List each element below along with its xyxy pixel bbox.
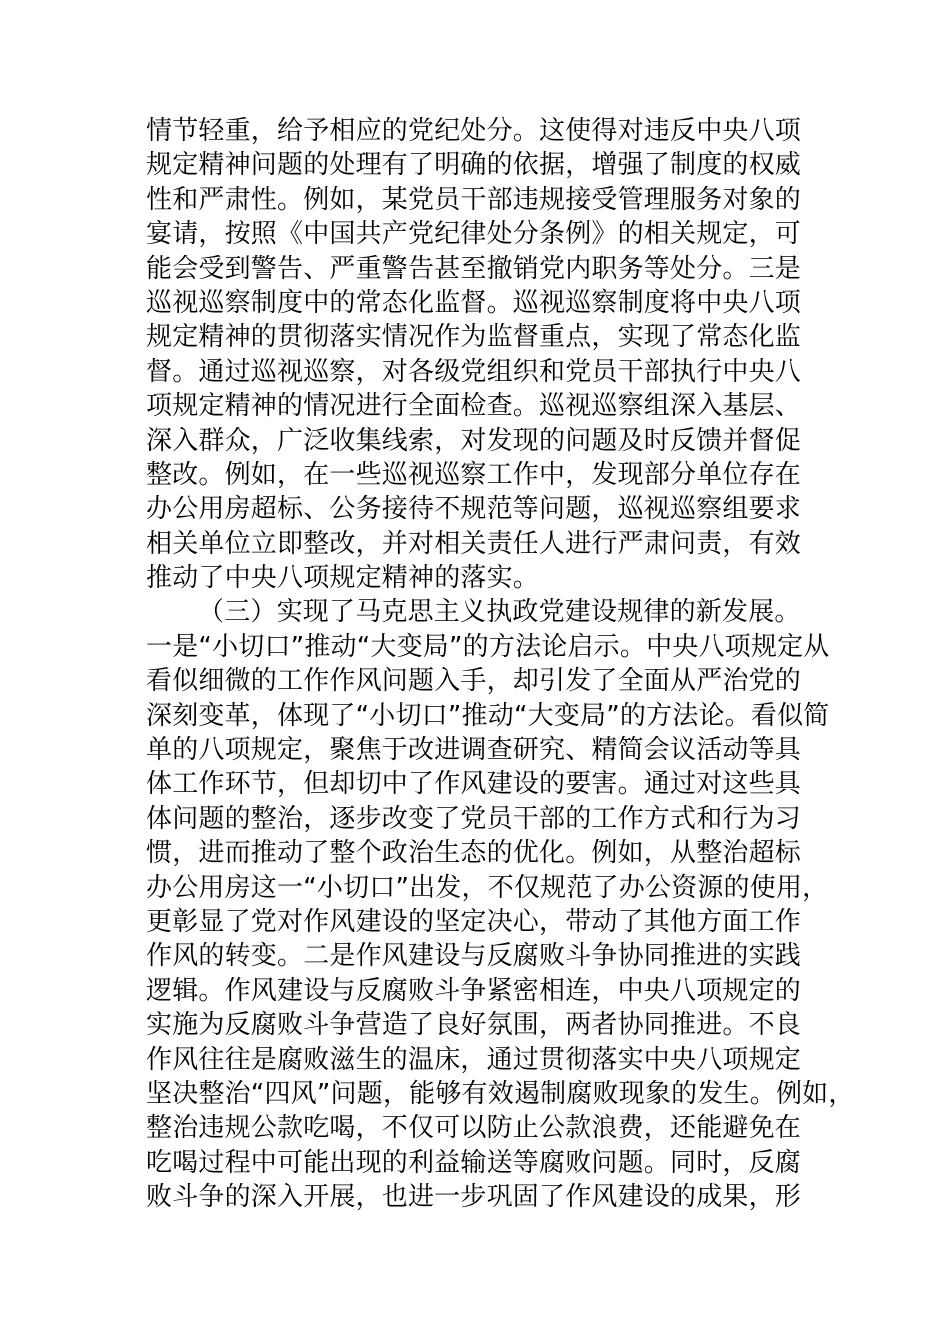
- text-line: 作风往往是腐败滋生的温床，通过贯彻落实中央八项规定: [146, 1044, 802, 1075]
- text-line: 巡视巡察制度中的常态化监督。巡视巡察制度将中央八项: [146, 287, 802, 318]
- text-line: 情节轻重，给予相应的党纪处分。这使得对违反中央八项: [146, 116, 802, 146]
- text-line: 整改。例如，在一些巡视巡察工作中，发现部分单位存在: [146, 459, 802, 490]
- body-text: [146, 114, 855, 1215]
- text-line: 规定精神的贯彻落实情况作为监督重点，实现了常态化监: [146, 322, 802, 353]
- text-line: 更彰显了党对作风建设的坚定决心，带动了其他方面工作: [146, 906, 802, 937]
- section-heading: （三）实现了马克思主义执政党建设规律的新发展。: [198, 597, 801, 628]
- text-line: 作风的转变。二是作风建设与反腐败斗争协同推进的实践: [146, 941, 802, 972]
- text-line: 宴请，按照《中国共产党纪律处分条例》的相关规定，可: [146, 219, 802, 250]
- text-line: 吃喝过程中可能出现的利益输送等腐败问题。同时，反腐: [146, 1147, 802, 1178]
- text-line: 看似细微的工作作风问题入手，却引发了全面从严治党的: [146, 666, 802, 697]
- text-line: 项规定精神的情况进行全面检查。巡视巡察组深入基层、: [146, 391, 802, 422]
- text-line: 坚决整治“四风”问题，能够有效遏制腐败现象的发生。例如，: [146, 1078, 855, 1109]
- text-line: 督。通过巡视巡察，对各级党组织和党员干部执行中央八: [146, 356, 802, 387]
- text-line: 一是“小切口”推动“大变局”的方法论启示。中央八项规定从: [146, 631, 830, 662]
- text-line: 能会受到警告、严重警告甚至撤销党内职务等处分。三是: [146, 253, 802, 284]
- text-line: 体问题的整治，逐步改变了党员干部的工作方式和行为习: [146, 803, 802, 834]
- text-line: 办公用房这一“小切口”出发，不仅规范了办公资源的使用，: [146, 872, 829, 903]
- text-line: 败斗争的深入开展，也进一步巩固了作风建设的成果，形: [146, 1182, 802, 1213]
- text-line: 惯，进而推动了整个政治生态的优化。例如，从整治超标: [146, 838, 802, 869]
- text-line: 相关单位立即整改，并对相关责任人进行严肃问责，有效: [146, 528, 802, 559]
- text-line: 办公用房超标、公务接待不规范等问题，巡视巡察组要求: [146, 494, 802, 525]
- text-line: 深刻变革，体现了“小切口”推动“大变局”的方法论。看似简: [146, 700, 830, 731]
- text-line: 单的八项规定，聚焦于改进调查研究、精简会议活动等具: [146, 735, 802, 766]
- text-line: 整治违规公款吃喝，不仅可以防止公款浪费，还能避免在: [146, 1113, 802, 1144]
- text-line: 规定精神问题的处理有了明确的依据，增强了制度的权威: [146, 150, 802, 181]
- text-line: 推动了中央八项规定精神的落实。: [146, 563, 540, 594]
- text-line: 性和严肃性。例如，某党员干部违规接受管理服务对象的: [146, 184, 802, 215]
- text-line: 实施为反腐败斗争营造了良好氛围，两者协同推进。不良: [146, 1010, 802, 1041]
- text-line: 深入群众，广泛收集线索，对发现的问题及时反馈并督促: [146, 425, 802, 456]
- text-line: 体工作环节，但却切中了作风建设的要害。通过对这些具: [146, 769, 802, 800]
- text-line: 逻辑。作风建设与反腐败斗争紧密相连，中央八项规定的: [146, 975, 802, 1006]
